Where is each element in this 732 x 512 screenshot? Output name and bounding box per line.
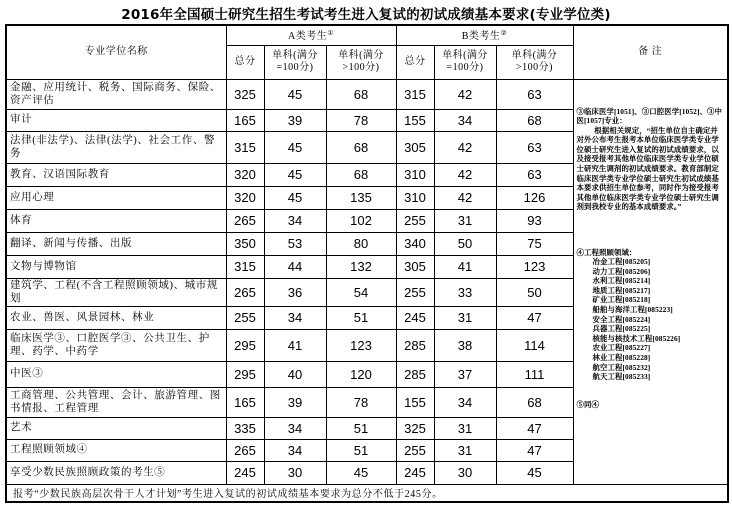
a-single-gt100-score: 51	[326, 417, 396, 439]
major-name: 工商管理、公共管理、会计、旅游管理、图书情报、工程管理	[6, 387, 226, 417]
engineering-field: 矿业工程[085218]	[592, 295, 651, 305]
clinical-note-body: 根据相关规定，“招生单位自主确定并对外公布考生报考本单位临床医学类专业学位硕士研究生进入复试的初试成绩要求，以及接受报考其他单位临床医学类专业学位硕士研究生调剂的初试成绩要求。教育部制定临床医学类专业学位硕士研究生初试成绩基本要求供招生单位参考，同时作为接受报考其他单位临床医学类专业学位硕士研究生调剂到我校专业的基本成绩要求。”	[576, 125, 719, 212]
table-row	[6, 79, 728, 109]
footer-row	[6, 484, 728, 502]
engineering-field: 船舶与海洋工程[085223]	[592, 305, 673, 315]
b-single-gt100-score: 123	[496, 255, 573, 278]
a-total-score: 320	[226, 186, 264, 209]
a-single-gt100-score: 78	[326, 109, 396, 131]
b-single-gt100-score: 93	[496, 209, 573, 232]
major-name: 审计	[6, 109, 226, 131]
notes-container	[574, 80, 728, 480]
b-total-header: 总分	[396, 45, 434, 79]
a-single-gt100-score: 68	[326, 163, 396, 186]
b-total-score: 255	[396, 439, 434, 461]
a-single-gt100-score: 68	[326, 131, 396, 163]
engineering-note-heading: ④工程照顾领域：	[576, 247, 637, 257]
major-name: 中医③	[6, 361, 226, 387]
header-line: 单科(满分	[338, 50, 384, 61]
a-total-score: 165	[226, 109, 264, 131]
a-single-100-score: 40	[264, 361, 326, 387]
a-single-gt100-score: 68	[326, 79, 396, 109]
score-table	[5, 24, 729, 503]
header-row-groups	[6, 25, 728, 45]
footer-note: 报考“少数民族高层次骨干人才计划”考生进入复试的初试成绩基本要求为总分不低于245分。	[6, 484, 728, 502]
a-single-gt100-score: 45	[326, 461, 396, 484]
a-total-header: 总分	[226, 45, 264, 79]
b-total-score: 155	[396, 387, 434, 417]
a-group-header	[226, 25, 396, 45]
engineering-field: 动力工程[085206]	[592, 266, 651, 276]
major-name: 翻译、新闻与传播、出版	[6, 232, 226, 255]
b-single-100-score: 31	[434, 209, 496, 232]
major-name-header: 专业学位名称	[6, 25, 226, 79]
header-line: 单科(满分	[511, 50, 558, 61]
a-single-100-score: 34	[264, 306, 326, 329]
a-single-gt100-header	[326, 45, 396, 79]
a-total-score: 315	[226, 255, 264, 278]
b-single-gt100-score: 45	[496, 461, 573, 484]
engineering-field: 航空工程[085232]	[592, 362, 651, 372]
engineering-note	[577, 248, 725, 382]
b-single-100-score: 31	[434, 439, 496, 461]
header-line: >100分)	[342, 62, 380, 73]
a-total-score: 265	[226, 278, 264, 306]
a-single-100-header	[264, 45, 326, 79]
major-name: 工程照顾领域④	[6, 439, 226, 461]
a-single-100-score: 53	[264, 232, 326, 255]
b-total-score: 315	[396, 79, 434, 109]
b-total-score: 285	[396, 361, 434, 387]
engineering-field: 安全工程[085224]	[592, 314, 651, 324]
a-single-100-score: 39	[264, 387, 326, 417]
a-single-100-score: 45	[264, 186, 326, 209]
b-single-gt100-score: 114	[496, 329, 573, 361]
engineering-field: 冶金工程[085205]	[592, 257, 651, 267]
engineering-field: 林业工程[085228]	[592, 353, 651, 363]
a-total-score: 295	[226, 361, 264, 387]
page-title: 2016年全国硕士研究生招生考试考生进入复试的初试成绩基本要求(专业学位类)	[121, 7, 611, 23]
a-single-gt100-score: 102	[326, 209, 396, 232]
b-total-score: 340	[396, 232, 434, 255]
engineering-field: 航天工程[085233]	[592, 372, 651, 382]
b-total-score: 255	[396, 209, 434, 232]
b-total-score: 245	[396, 306, 434, 329]
major-name: 建筑学、工程(不含工程照顾领域)、城市规划	[6, 278, 226, 306]
b-single-100-score: 42	[434, 79, 496, 109]
engineering-field: 水利工程[085214]	[592, 276, 651, 286]
b-single-gt100-score: 63	[496, 131, 573, 163]
header-line: 单科(满分	[442, 50, 488, 61]
engineering-field: 农业工程[085227]	[592, 343, 651, 353]
b-single-100-score: 38	[434, 329, 496, 361]
b-single-gt100-score: 63	[496, 163, 573, 186]
b-single-100-score: 50	[434, 232, 496, 255]
b-single-gt100-score: 126	[496, 186, 573, 209]
b-single-100-score: 34	[434, 387, 496, 417]
a-total-score: 295	[226, 329, 264, 361]
b-single-100-score: 42	[434, 131, 496, 163]
b-total-score: 245	[396, 461, 434, 484]
a-single-gt100-score: 51	[326, 439, 396, 461]
header-line: >100分)	[516, 62, 553, 73]
a-single-100-score: 34	[264, 417, 326, 439]
header-line: 单科(满分	[272, 50, 318, 61]
b-total-score: 310	[396, 163, 434, 186]
b-single-100-score: 34	[434, 109, 496, 131]
a-total-score: 325	[226, 79, 264, 109]
b-single-gt100-score: 111	[496, 361, 573, 387]
b-total-score: 255	[396, 278, 434, 306]
a-single-gt100-score: 120	[326, 361, 396, 387]
a-single-100-score: 34	[264, 209, 326, 232]
major-name: 农业、兽医、风景园林、林业	[6, 306, 226, 329]
b-single-100-score: 31	[434, 306, 496, 329]
b-total-score: 155	[396, 109, 434, 131]
engineering-field: 核能与核技术工程[085226]	[592, 333, 681, 343]
b-single-100-score: 33	[434, 278, 496, 306]
b-single-100-score: 31	[434, 417, 496, 439]
a-group-label: A类考生	[287, 31, 328, 43]
b-single-gt100-score: 47	[496, 439, 573, 461]
notes-header: 备 注	[573, 25, 728, 79]
notes-cell	[573, 79, 728, 484]
a-total-score: 350	[226, 232, 264, 255]
b-total-score: 285	[396, 329, 434, 361]
b-single-gt100-score: 68	[496, 387, 573, 417]
b-group-mark: ②	[500, 29, 508, 38]
b-single-100-header	[434, 45, 496, 79]
minority-note: ⑤同④	[576, 399, 599, 409]
b-single-100-score: 37	[434, 361, 496, 387]
b-total-score: 305	[396, 255, 434, 278]
a-single-100-score: 45	[264, 131, 326, 163]
a-single-100-score: 34	[264, 439, 326, 461]
a-single-gt100-score: 78	[326, 387, 396, 417]
b-single-100-score: 30	[434, 461, 496, 484]
clinical-note	[577, 107, 725, 213]
a-single-100-score: 39	[264, 109, 326, 131]
a-single-100-score: 45	[264, 79, 326, 109]
a-total-score: 165	[226, 387, 264, 417]
b-single-gt100-score: 47	[496, 417, 573, 439]
a-total-score: 320	[226, 163, 264, 186]
a-total-score: 335	[226, 417, 264, 439]
a-total-score: 265	[226, 209, 264, 232]
major-name: 金融、应用统计、税务、国际商务、保险、资产评估	[6, 79, 226, 109]
a-total-score: 265	[226, 439, 264, 461]
header-line: =100分)	[446, 62, 484, 73]
b-total-score: 325	[396, 417, 434, 439]
major-name: 文物与博物馆	[6, 255, 226, 278]
major-name: 临床医学③、口腔医学③、公共卫生、护理、药学、中药学	[6, 329, 226, 361]
b-group-label: B类考生	[461, 31, 501, 43]
engineering-field: 兵器工程[085225]	[592, 324, 651, 334]
b-single-gt100-score: 75	[496, 232, 573, 255]
b-single-100-score: 41	[434, 255, 496, 278]
major-name: 享受少数民族照顾政策的考生⑤	[6, 461, 226, 484]
a-single-gt100-score: 54	[326, 278, 396, 306]
clinical-note-heading: ③临床医学[1051]、③口腔医学[1052]、③中医[1057]专业：	[576, 106, 722, 126]
a-single-100-score: 45	[264, 163, 326, 186]
a-single-gt100-score: 123	[326, 329, 396, 361]
b-single-100-score: 42	[434, 163, 496, 186]
a-single-100-score: 36	[264, 278, 326, 306]
major-name: 法律(非法学)、法律(法学)、社会工作、警务	[6, 131, 226, 163]
b-total-score: 310	[396, 186, 434, 209]
engineering-field: 地质工程[085217]	[592, 285, 651, 295]
header-line: =100分)	[276, 62, 314, 73]
b-single-100-score: 42	[434, 186, 496, 209]
a-total-score: 245	[226, 461, 264, 484]
major-name: 应用心理	[6, 186, 226, 209]
b-single-gt100-score: 50	[496, 278, 573, 306]
b-group-header	[396, 25, 573, 45]
b-single-gt100-score: 47	[496, 306, 573, 329]
a-group-mark: ①	[327, 29, 334, 38]
major-name: 体育	[6, 209, 226, 232]
a-single-gt100-score: 132	[326, 255, 396, 278]
a-single-gt100-score: 135	[326, 186, 396, 209]
b-total-score: 305	[396, 131, 434, 163]
a-total-score: 255	[226, 306, 264, 329]
a-single-gt100-score: 51	[326, 306, 396, 329]
b-single-gt100-header	[496, 45, 573, 79]
a-single-100-score: 41	[264, 329, 326, 361]
a-single-100-score: 44	[264, 255, 326, 278]
major-name: 教育、汉语国际教育	[6, 163, 226, 186]
b-single-gt100-score: 68	[496, 109, 573, 131]
a-total-score: 315	[226, 131, 264, 163]
a-single-gt100-score: 80	[326, 232, 396, 255]
a-single-100-score: 30	[264, 461, 326, 484]
b-single-gt100-score: 63	[496, 79, 573, 109]
major-name: 艺术	[6, 417, 226, 439]
